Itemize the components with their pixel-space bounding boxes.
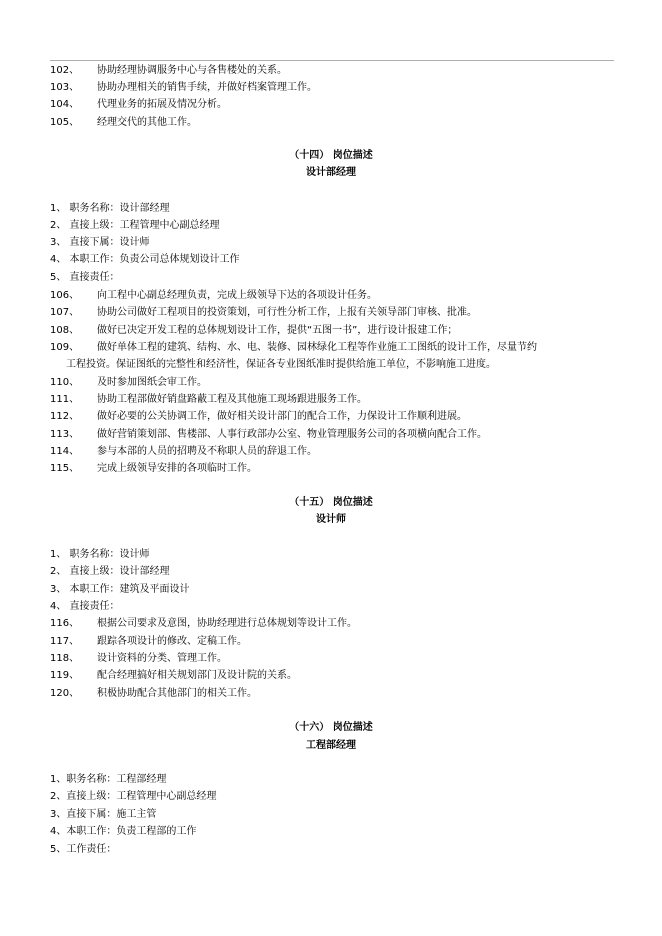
duty-text: 配合经理搞好相关规划部门及设计院的关系。: [97, 670, 297, 681]
info-line: 1、职务名称：工程部经理: [50, 774, 167, 785]
duty-text: 做好营销策划部、售楼部、人事行政部办公室、物业管理服务公司的各项横向配合工作。: [97, 429, 487, 440]
info-line: 1、 职务名称：设计部经理: [50, 203, 170, 214]
duty-number: 116、: [50, 618, 80, 629]
info-line: 4、 本职工作：负责公司总体规划设计工作: [50, 254, 240, 265]
duty-text: 及时参加图纸会审工作。: [97, 377, 207, 388]
duty-number: 105、: [50, 117, 80, 128]
duty-number: 109、: [50, 342, 80, 353]
duty-text: 积极协助配合其他部门的相关工作。: [97, 688, 257, 699]
duty-number: 103、: [50, 82, 80, 93]
duty-number: 120、: [50, 688, 80, 699]
duty-number: 110、: [50, 377, 80, 388]
section-subheading: 设计师: [316, 514, 346, 525]
duty-text: 经理交代的其他工作。: [97, 117, 197, 128]
duty-text: 向工程中心副总经理负责，完成上级领导下达的各项设计任务。: [97, 290, 377, 301]
info-line: 2、 直接上级：设计部经理: [50, 566, 170, 577]
duty-text: 做好单体工程的建筑、结构、水、电、装修、园林绿化工程等作业施工工图纸的设计工作，尽量节约: [97, 342, 537, 353]
info-line: 5、 直接责任：: [50, 272, 120, 283]
duty-text: 协助工程部做好销盘路蔽工程及其他施工现场跟进服务工作。: [97, 394, 367, 405]
duty-text: 跟踪各项设计的修改、定稿工作。: [97, 636, 247, 647]
duty-text: 根据公司要求及意图，协助经理进行总体规划等设计工作。: [97, 618, 357, 629]
info-line: 3、 本职工作：建筑及平面设计: [50, 584, 190, 595]
duty-text: 协助经理协调服务中心与各售楼处的关系。: [97, 65, 287, 76]
section-heading: （十四） 岗位描述: [289, 150, 373, 161]
duty-text: 设计资料的分类、管理工作。: [97, 653, 227, 664]
duty-number: 113、: [50, 429, 80, 440]
header-rule: [50, 60, 614, 61]
duty-text: 代理业务的拓展及情况分析。: [97, 99, 227, 110]
info-line: 3、直接下属：施工主管: [50, 809, 157, 820]
duty-text: 完成上级领导安排的各项临时工作。: [97, 463, 257, 474]
duty-number: 114、: [50, 446, 80, 457]
duty-number: 117、: [50, 636, 80, 647]
info-line: 4、 直接责任：: [50, 601, 120, 612]
section-heading: （十六） 岗位描述: [289, 722, 373, 733]
duty-number: 112、: [50, 411, 80, 422]
duty-text-continuation: 工程投资。保证图纸的完整性和经济性，保证各专业图纸准时提供给施工单位，不影响施工进度。: [66, 359, 496, 370]
info-line: 2、 直接上级：工程管理中心副总经理: [50, 220, 220, 231]
duty-number: 118、: [50, 653, 80, 664]
duty-text: 做好已决定开发工程的总体规划设计工作，提供“五图一书”，进行设计报建工作；: [97, 325, 458, 336]
duty-number: 104、: [50, 99, 80, 110]
duty-number: 107、: [50, 307, 80, 318]
duty-number: 119、: [50, 670, 80, 681]
duty-text: 协助公司做好工程项目的投资策划，可行性分析工作，上报有关领导部门审核、批准。: [97, 307, 477, 318]
duty-number: 106、: [50, 290, 80, 301]
section-heading: （十五） 岗位描述: [289, 497, 373, 508]
duty-text: 参与本部的人员的招聘及不称职人员的辞退工作。: [97, 446, 317, 457]
section-subheading: 设计部经理: [306, 167, 356, 178]
duty-text: 做好必要的公关协调工作，做好相关设计部门的配合工作，力保设计工作顺利进展。: [97, 411, 467, 422]
duty-text: 协助办理相关的销售手续，并做好档案管理工作。: [97, 82, 317, 93]
info-line: 2、直接上级：工程管理中心副总经理: [50, 791, 217, 802]
info-line: 4、本职工作：负责工程部的工作: [50, 826, 197, 837]
duty-number: 108、: [50, 325, 80, 336]
duty-number: 111、: [50, 394, 80, 405]
duty-number: 102、: [50, 65, 80, 76]
info-line: 1、 职务名称：设计师: [50, 549, 150, 560]
duty-number: 115、: [50, 463, 80, 474]
info-line: 5、工作责任：: [50, 844, 117, 855]
section-subheading: 工程部经理: [306, 740, 356, 751]
info-line: 3、 直接下属：设计师: [50, 237, 150, 248]
